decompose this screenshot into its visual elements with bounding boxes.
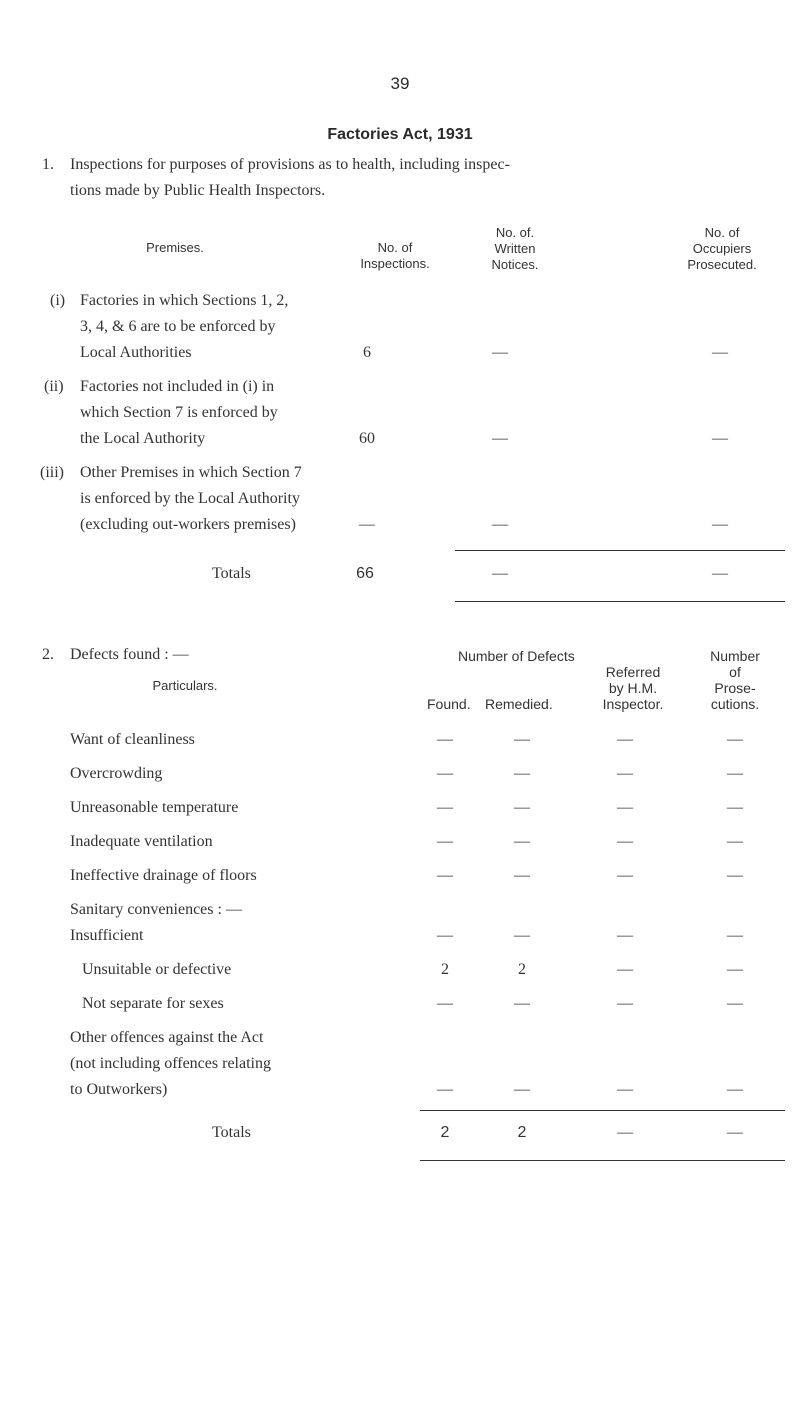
section-1-heading-line-2: tions made by Public Health Inspectors.: [70, 182, 326, 199]
row-text-line: Factories not included in (i) in: [80, 378, 275, 395]
header-premises: Premises.: [146, 240, 204, 255]
cell-referred: —: [617, 765, 633, 782]
row-text-line: the Local Authority: [80, 430, 206, 447]
divider: [455, 550, 785, 551]
row-number: (iii): [40, 464, 64, 481]
cell-found: —: [437, 731, 453, 748]
row-label: Unreasonable temperature: [70, 799, 239, 816]
row-number: (i): [50, 292, 66, 309]
cell-notices: —: [492, 344, 508, 361]
cell-prosecutions: —: [727, 927, 743, 944]
cell-referred: —: [617, 927, 633, 944]
cell-remedied: —: [514, 927, 530, 944]
cell-found: —: [437, 765, 453, 782]
header-inspections-1: No. of: [377, 240, 413, 255]
row-label: Insufficient: [70, 927, 144, 944]
totals-referred: —: [617, 1124, 633, 1141]
cell-notices: —: [492, 516, 508, 533]
header-prosecuted-2: Occupiers: [692, 241, 752, 256]
row-label: Unsuitable or defective: [82, 961, 232, 978]
cell-referred: —: [617, 799, 633, 816]
row-text-line: which Section 7 is enforced by: [80, 404, 278, 421]
cell-prosecutions: —: [727, 799, 743, 816]
page-title: Factories Act, 1931: [327, 126, 473, 143]
header-notices-2: Written: [494, 241, 536, 256]
cell-remedied: —: [514, 995, 530, 1012]
header-prosecuted-1: No. of: [704, 225, 740, 240]
header-particulars: Particulars.: [152, 678, 218, 693]
row-text-line: (excluding out-workers premises): [80, 516, 296, 533]
cell-prosecutions: —: [727, 731, 743, 748]
cell-prosecutions: —: [727, 833, 743, 850]
cell-remedied: 2: [518, 961, 526, 978]
page-number: 39: [390, 74, 410, 93]
cell-inspections: —: [359, 516, 375, 533]
cell-prosecutions: —: [727, 867, 743, 884]
row-label-line: Other offences against the Act: [70, 1029, 264, 1046]
cell-found: —: [437, 1081, 453, 1098]
cell-found: —: [437, 995, 453, 1012]
cell-found: —: [437, 833, 453, 850]
cell-referred: —: [617, 867, 633, 884]
cell-referred: —: [617, 833, 633, 850]
totals-found: 2: [440, 1124, 450, 1141]
totals-label: Totals: [212, 565, 251, 582]
cell-referred: —: [617, 731, 633, 748]
cell-prosecutions: —: [727, 961, 743, 978]
header-notices-3: Notices.: [491, 257, 539, 272]
cell-remedied: —: [514, 799, 530, 816]
header-referred-1: Referred: [605, 664, 661, 680]
cell-remedied: —: [514, 765, 530, 782]
row-text-line: Factories in which Sections 1, 2,: [80, 292, 289, 309]
header-prosecuted-3: Prosecuted.: [687, 257, 757, 272]
divider: [420, 1110, 785, 1111]
cell-prosecutions: —: [727, 995, 743, 1012]
section-2-number: 2.: [42, 646, 54, 663]
row-label: Not separate for sexes: [82, 995, 224, 1012]
cell-notices: —: [492, 430, 508, 447]
cell-inspections: 6: [363, 344, 371, 361]
cell-remedied: —: [514, 867, 530, 884]
header-remedied: Remedied.: [485, 696, 553, 712]
row-label-line: to Outworkers): [70, 1081, 168, 1098]
cell-inspections: 60: [359, 430, 375, 447]
row-text-line: Local Authorities: [80, 344, 192, 361]
row-number: (ii): [44, 378, 64, 395]
row-label-line: (not including offences relating: [70, 1055, 271, 1072]
totals-prosecuted: —: [712, 565, 728, 582]
header-inspections-2: Inspections.: [360, 256, 430, 271]
cell-found: —: [437, 867, 453, 884]
header-referred-3: Inspector.: [602, 696, 664, 712]
cell-prosecuted: —: [712, 430, 728, 447]
header-number-of-defects: Number of Defects: [458, 648, 575, 664]
row-text-line: 3, 4, & 6 are to be enforced by: [80, 318, 276, 335]
cell-remedied: —: [514, 833, 530, 850]
divider: [455, 601, 785, 602]
cell-prosecutions: —: [727, 765, 743, 782]
row-label: Inadequate ventilation: [70, 833, 213, 850]
cell-prosecuted: —: [712, 516, 728, 533]
section-2-heading: Defects found : —: [70, 646, 189, 663]
row-label: Want of cleanliness: [70, 731, 195, 748]
totals-notices: —: [492, 565, 508, 582]
cell-referred: —: [617, 961, 633, 978]
header-referred-2: by H.M.: [608, 680, 658, 696]
row-text-line: Other Premises in which Section 7: [80, 464, 302, 481]
cell-found: 2: [441, 961, 449, 978]
header-prosecutions-1: Number: [710, 648, 760, 664]
header-prosecutions-3: Prose-: [714, 680, 756, 696]
cell-prosecuted: —: [712, 344, 728, 361]
cell-referred: —: [617, 995, 633, 1012]
header-found: Found.: [427, 696, 471, 712]
totals-remedied: 2: [517, 1124, 527, 1141]
totals-prosecutions: —: [727, 1124, 743, 1141]
totals-inspections: 66: [356, 565, 374, 582]
header-notices-1: No. of.: [495, 225, 535, 240]
cell-remedied: —: [514, 731, 530, 748]
row-label: Ineffective drainage of floors: [70, 867, 257, 884]
header-prosecutions-2: of: [729, 664, 741, 680]
cell-remedied: —: [514, 1081, 530, 1098]
cell-found: —: [437, 799, 453, 816]
cell-referred: —: [617, 1081, 633, 1098]
section-1-heading-line-1: Inspections for purposes of provisions as to health, including inspec-: [70, 156, 510, 173]
section-1-number: 1.: [42, 156, 54, 173]
cell-prosecutions: —: [727, 1081, 743, 1098]
header-prosecutions-4: cutions.: [710, 696, 760, 712]
row-text-line: is enforced by the Local Authority: [80, 490, 300, 507]
row-label: Sanitary conveniences : —: [70, 901, 242, 918]
totals-label: Totals: [212, 1124, 251, 1141]
row-label: Overcrowding: [70, 765, 163, 782]
divider: [420, 1160, 785, 1161]
cell-found: —: [437, 927, 453, 944]
